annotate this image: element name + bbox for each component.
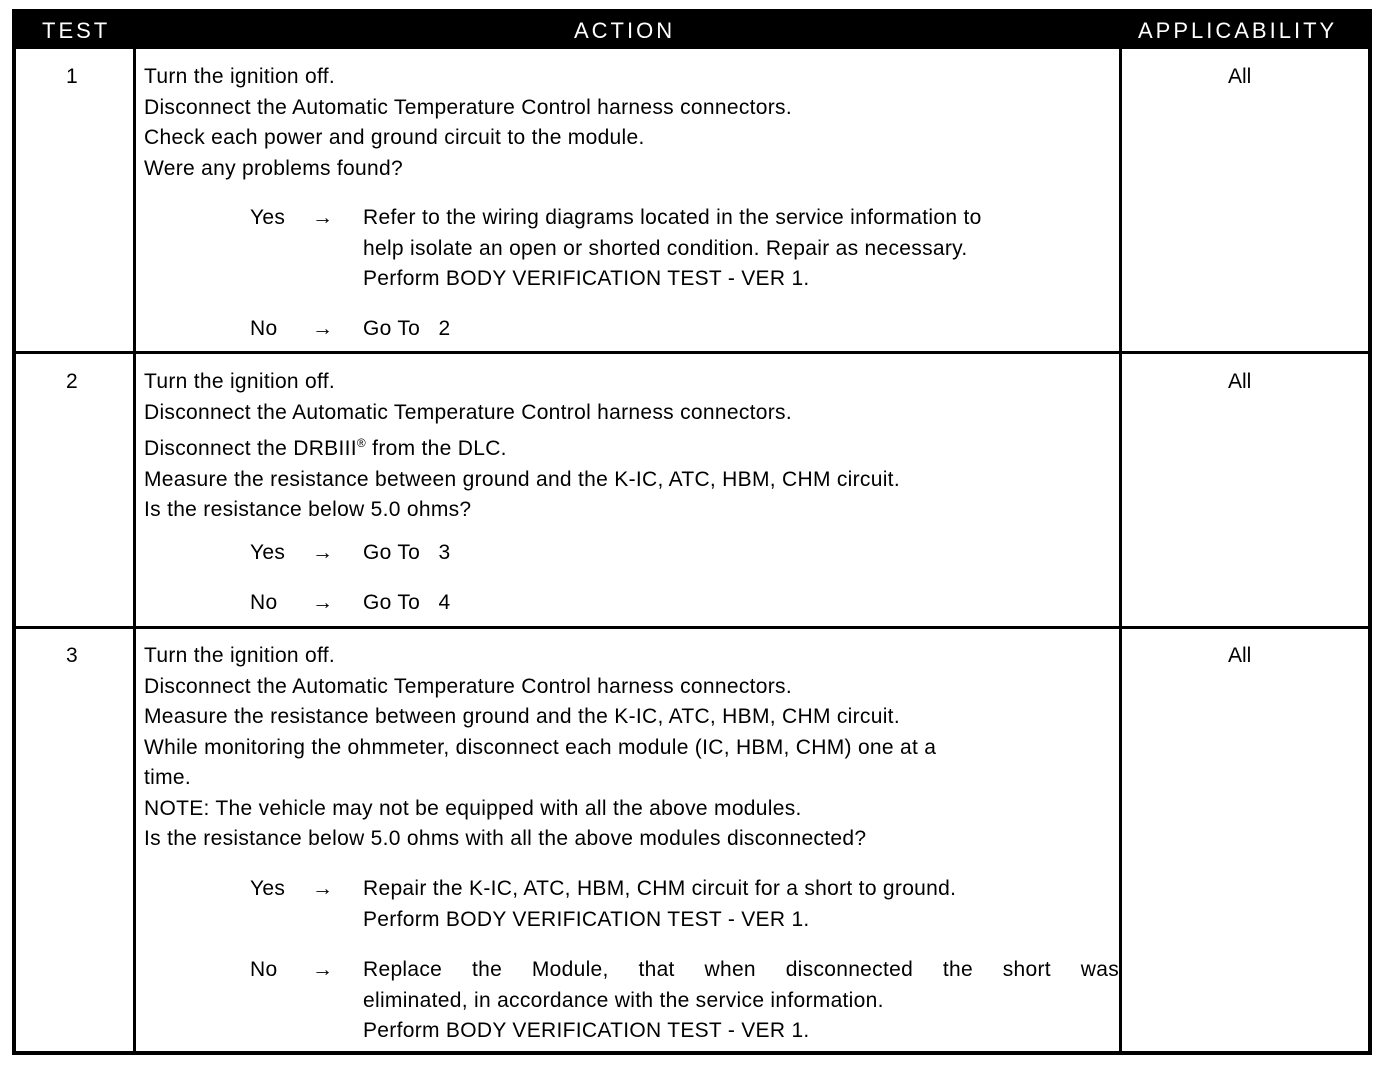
row-divider-2: [16, 626, 1368, 629]
applicability-value: All: [1228, 370, 1252, 393]
result-line: Perform BODY VERIFICATION TEST - VER 1.: [363, 907, 810, 931]
test-table: [12, 9, 1372, 1055]
action-step: Turn the ignition off.: [144, 644, 336, 667]
row-divider-1: [16, 351, 1368, 354]
action-step: While monitoring the ohmmeter, disconnect each module (IC, HBM, CHM) one at a: [144, 735, 937, 759]
header-action: ACTION: [574, 18, 676, 43]
action-steps: [144, 641, 1119, 855]
yes-label: Yes: [250, 206, 286, 229]
action-step-text: from the DLC.: [366, 437, 507, 460]
action-step: Check each power and ground circuit to the module.: [144, 126, 645, 149]
result-line: help isolate an open or shorted condition. Repair as necessary.: [363, 236, 968, 260]
action-step: NOTE: The vehicle may not be equipped with all the above modules.: [144, 796, 802, 820]
header-test: TEST: [42, 18, 111, 43]
action-step: Is the resistance below 5.0 ohms?: [144, 498, 472, 521]
action-step: Disconnect the Automatic Temperature Control harness connectors.: [144, 674, 792, 698]
result-line: Perform BODY VERIFICATION TEST - VER 1.: [363, 267, 810, 290]
applicability-value: All: [1228, 644, 1252, 667]
header-applicability: APPLICABILITY: [1138, 18, 1338, 43]
action-steps: [144, 367, 1119, 526]
action-step: Disconnect the Automatic Temperature Control harness connectors.: [144, 400, 792, 424]
action-step: Disconnect the Automatic Temperature Control harness connectors.: [144, 95, 792, 119]
action-step: time.: [144, 766, 192, 789]
yes-result: [363, 538, 1119, 569]
action-step: [144, 428, 1119, 465]
action-step: Were any problems found?: [144, 156, 403, 180]
arrow-right-icon: →: [312, 206, 334, 229]
arrow-right-icon: →: [312, 541, 334, 564]
result-line: Go To 3: [363, 541, 451, 564]
no-label: No: [250, 317, 278, 340]
yes-label: Yes: [250, 541, 286, 564]
test-number: 3: [66, 644, 78, 667]
result-line: Go To 2: [363, 317, 451, 340]
yes-result: [363, 203, 1119, 295]
arrow-right-icon: →: [312, 877, 334, 900]
result-line: Replace the Module, that when disconnected the short was: [363, 958, 1119, 981]
action-step: Measure the resistance between ground and the K-IC, ATC, HBM, CHM circuit.: [144, 705, 900, 728]
result-line: Repair the K-IC, ATC, HBM, CHM circuit for a short to ground.: [363, 877, 957, 900]
test-number: 1: [66, 65, 78, 88]
result-line: eliminated, in accordance with the service information.: [363, 988, 884, 1012]
no-label: No: [250, 958, 278, 981]
yes-result: [363, 874, 1119, 935]
action-step-text: Disconnect the DRBIII: [144, 437, 357, 460]
result-line: Perform BODY VERIFICATION TEST - VER 1.: [363, 1019, 810, 1042]
action-steps: [144, 62, 1119, 184]
arrow-right-icon: →: [312, 317, 334, 340]
table-header: [16, 13, 1368, 49]
no-result: [363, 955, 1119, 1047]
action-step: Turn the ignition off.: [144, 65, 336, 88]
arrow-right-icon: →: [312, 591, 334, 614]
applicability-value: All: [1228, 65, 1252, 88]
result-line: Go To 4: [363, 591, 451, 614]
yes-label: Yes: [250, 877, 286, 900]
result-line: Refer to the wiring diagrams located in the service information to: [363, 206, 982, 229]
column-divider-action: [1119, 49, 1122, 1051]
test-number: 2: [66, 370, 78, 393]
registered-mark: ®: [356, 436, 367, 450]
arrow-right-icon: →: [312, 958, 334, 981]
column-divider-test: [133, 49, 136, 1051]
action-step: Turn the ignition off.: [144, 370, 336, 393]
action-step: Measure the resistance between ground and the K-IC, ATC, HBM, CHM circuit.: [144, 467, 900, 491]
no-result: [363, 588, 1119, 619]
no-result: [363, 314, 1119, 345]
action-step: Is the resistance below 5.0 ohms with all the above modules disconnected?: [144, 827, 867, 850]
no-label: No: [250, 591, 278, 614]
